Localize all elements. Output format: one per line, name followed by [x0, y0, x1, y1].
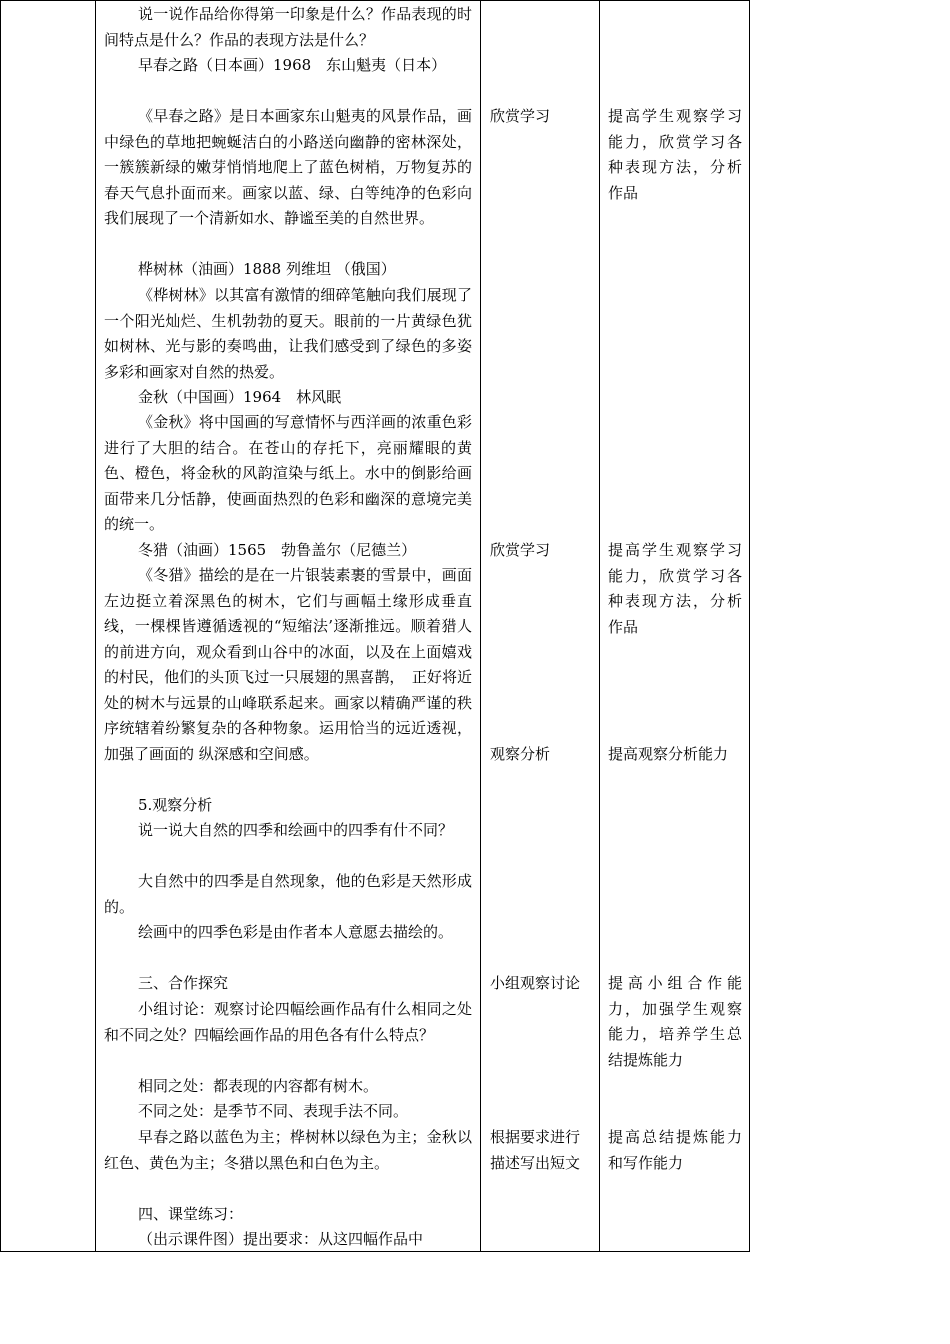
artwork-title-winter-hunt: 冬猎（油画）1565 勃鲁盖尔（尼德兰） — [138, 541, 417, 559]
table-top-border — [0, 0, 750, 1]
answer-nature-seasons: 大自然中的四季是自然现象，他的色彩是天然形成的。 — [104, 872, 472, 916]
artwork-title-birch-forest: 桦树林（油画）1888 列维坦 （俄国） — [138, 260, 396, 278]
student-activity-observe: 观察分析 — [490, 745, 551, 763]
section-classroom-practice: 四、课堂练习： — [138, 1205, 244, 1223]
description-birch-forest: 《桦树林》以其富有激情的细碎笔触向我们展现了一个阳光灿烂、生机勃勃的夏天。眼前的一片黄绿色犹如树林、光与影的奏鸣曲，让我们感受到了绿色的多姿多彩和画家对自然的热爱。 — [104, 286, 472, 381]
student-activity-write-essay: 根据要求进行描述写出短文 — [490, 1128, 581, 1172]
description-winter-hunt: 《冬猎》描绘的是在一片银装素裹的雪景中，画面左边挺立着深黑色的树木，它们与画幅土缘形成垂直线，一棵棵皆遵循透视的“短缩法’逐渐推远。顺着猎人的前进方向，观众看到山谷中的冰面，以及在上面嬉戏的村民，他们的头顶飞过一只展翅的黑喜鹊， 正好将近处的树木与远景的山峰联系起来。画家以精确严谨的秩序统辖着纷繁复杂的各种物象。运用恰当的远近透视，加强了画面的 纵深感和空间感。 — [104, 566, 472, 763]
column-divider-3 — [599, 0, 600, 1252]
design-intent-3: 提高观察分析能力 — [608, 745, 729, 763]
similarities-text: 相同之处：都表现的内容都有树木。 — [138, 1077, 379, 1095]
question-four-seasons: 说一说大自然的四季和绘画中的四季有什不同？ — [138, 821, 454, 839]
question-first-impression: 说一说作品给你得第一印象是什么？作品表现的时间特点是什么？作品的表现方法是什么？ — [104, 5, 472, 49]
description-early-spring: 《早春之路》是日本画家东山魁夷的风景作品，画中绿色的草地把蜿蜒洁白的小路送向幽静的密林深处，一簇簇新绿的嫩芽悄悄地爬上了蓝色树梢，万物复苏的春天气息扑面而来。画家以蓝、绿、白等纯净的色彩向我们展现了一个清新如水、静谧至美的自然世界。 — [104, 107, 472, 227]
column-divider-2 — [480, 0, 481, 1252]
table-right-border — [749, 0, 750, 1252]
artwork-title-early-spring: 早春之路（日本画）1968 东山魁夷（日本） — [138, 56, 447, 74]
section-observation-analysis: 5.观察分析 — [138, 796, 213, 814]
design-intent-5: 提高总结提炼能力和写作能力 — [608, 1128, 742, 1172]
design-intent-4: 提高小组合作能力，加强学生观察能力，培养学生总结提炼能力 — [608, 974, 742, 1069]
student-activity-appreciate-1: 欣赏学习 — [490, 107, 551, 125]
practice-instructions: （出示课件图）提出要求：从这四幅作品中 — [138, 1230, 424, 1248]
section-cooperative-inquiry: 三、合作探究 — [138, 974, 229, 992]
design-intent-2: 提高学生观察学习能力，欣赏学习各种表现方法，分析作品 — [608, 541, 742, 636]
description-golden-autumn: 《金秋》将中国画的写意情怀与西洋画的浓重色彩进行了大胆的结合。在苍山的存托下，亮丽耀眼的黄色、橙色，将金秋的风韵渲染与纸上。水中的倒影给画面带来几分恬静，使画面热烈的色彩和幽深的意境完美的统一。 — [104, 413, 472, 533]
artwork-title-golden-autumn: 金秋（中国画）1964 林风眠 — [138, 388, 342, 406]
design-intent-1: 提高学生观察学习能力，欣赏学习各种表现方法，分析作品 — [608, 107, 742, 202]
group-discussion-prompt: 小组讨论：观察讨论四幅绘画作品有什么相同之处和不同之处？四幅绘画作品的用色各有什么特点？ — [104, 1000, 472, 1044]
table-left-border — [0, 0, 1, 1252]
answer-painting-seasons: 绘画中的四季色彩是由作者本人意愿去描绘的。 — [138, 923, 454, 941]
column-divider-1 — [95, 0, 96, 1252]
differences-text: 不同之处：是季节不同、表现手法不同。 — [138, 1102, 409, 1120]
color-characteristics-text: 早春之路以蓝色为主；桦树林以绿色为主；金秋以红色、黄色为主；冬猎以黑色和白色为主。 — [104, 1128, 472, 1172]
student-activity-appreciate-2: 欣赏学习 — [490, 541, 551, 559]
student-activity-group-discussion: 小组观察讨论 — [490, 974, 581, 992]
